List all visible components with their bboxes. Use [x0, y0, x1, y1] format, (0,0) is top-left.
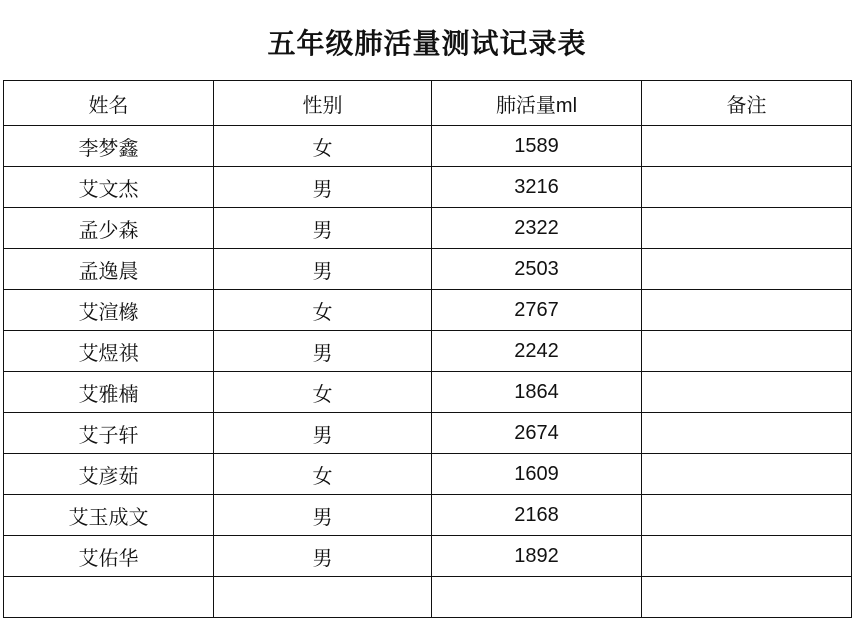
table-row [4, 126, 852, 167]
table-header-row [4, 81, 852, 126]
cell-gender: 男 [214, 208, 432, 249]
cell-lung-capacity: 2767 [432, 290, 642, 331]
cell-lung-capacity: 2674 [432, 413, 642, 454]
cell-name: 艾子轩 [4, 413, 214, 454]
cell-gender: 男 [214, 167, 432, 208]
table-row [4, 331, 852, 372]
column-header-gender: 性别 [214, 81, 432, 126]
column-header-remark: 备注 [642, 81, 852, 126]
cell-name: 艾渲橼 [4, 290, 214, 331]
table-row [4, 208, 852, 249]
cell-remark [642, 126, 852, 167]
cell-remark [642, 331, 852, 372]
cell-gender: 女 [214, 372, 432, 413]
cell-remark [642, 290, 852, 331]
cell-remark [642, 372, 852, 413]
cell-lung-capacity: 2242 [432, 331, 642, 372]
table-row [4, 577, 852, 618]
cell-remark [642, 413, 852, 454]
cell-lung-capacity: 1864 [432, 372, 642, 413]
cell-remark [642, 536, 852, 577]
page-title: 五年级肺活量测试记录表 [267, 28, 587, 59]
cell-lung-capacity: 2322 [432, 208, 642, 249]
cell-name: 艾文杰 [4, 167, 214, 208]
lung-capacity-table [3, 80, 852, 618]
cell-name: 艾煜祺 [4, 331, 214, 372]
table-row [4, 495, 852, 536]
cell-name: 艾雅楠 [4, 372, 214, 413]
table-row [4, 249, 852, 290]
cell-name: 艾彦茹 [4, 454, 214, 495]
table-row [4, 454, 852, 495]
cell-name: 孟少森 [4, 208, 214, 249]
cell-name [4, 577, 214, 618]
cell-remark [642, 577, 852, 618]
cell-name: 孟逸晨 [4, 249, 214, 290]
cell-lung-capacity: 1892 [432, 536, 642, 577]
cell-gender: 男 [214, 413, 432, 454]
cell-gender: 男 [214, 331, 432, 372]
table-row [4, 372, 852, 413]
cell-name: 艾佑华 [4, 536, 214, 577]
column-header-lung-capacity: 肺活量ml [432, 81, 642, 126]
cell-gender: 女 [214, 126, 432, 167]
cell-gender: 女 [214, 454, 432, 495]
column-header-name: 姓名 [4, 81, 214, 126]
cell-gender: 男 [214, 495, 432, 536]
cell-lung-capacity: 3216 [432, 167, 642, 208]
cell-lung-capacity: 1609 [432, 454, 642, 495]
cell-remark [642, 495, 852, 536]
cell-gender: 男 [214, 536, 432, 577]
cell-remark [642, 454, 852, 495]
cell-gender: 女 [214, 290, 432, 331]
table-row [4, 413, 852, 454]
cell-name: 李梦鑫 [4, 126, 214, 167]
cell-remark [642, 208, 852, 249]
cell-remark [642, 249, 852, 290]
table-row [4, 290, 852, 331]
cell-lung-capacity: 2503 [432, 249, 642, 290]
cell-gender [214, 577, 432, 618]
cell-lung-capacity [432, 577, 642, 618]
table-row [4, 536, 852, 577]
cell-remark [642, 167, 852, 208]
cell-lung-capacity: 1589 [432, 126, 642, 167]
cell-gender: 男 [214, 249, 432, 290]
table-row [4, 167, 852, 208]
cell-name: 艾玉成文 [4, 495, 214, 536]
cell-lung-capacity: 2168 [432, 495, 642, 536]
